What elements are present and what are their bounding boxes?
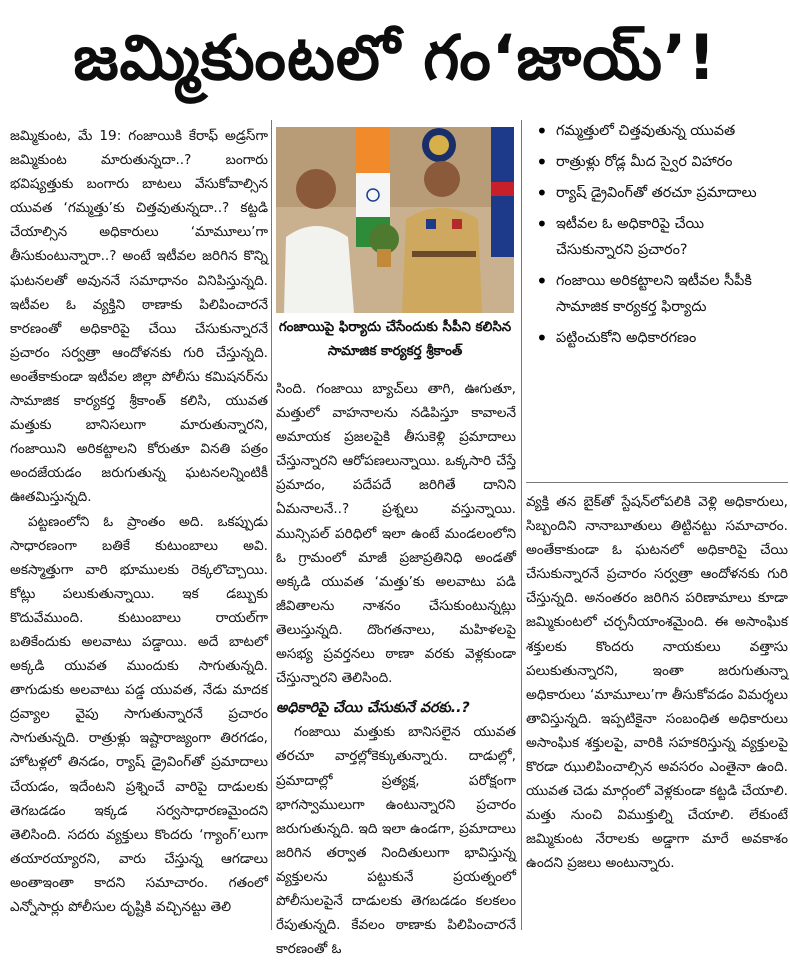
highlights-box <box>536 118 784 356</box>
highlight-item: • గమ్మత్తులో చిత్తవుతున్న యువత <box>536 119 736 143</box>
bullet-icon: • <box>536 181 548 205</box>
highlights-box-bottom <box>526 482 788 483</box>
bullet-icon: • <box>536 326 548 350</box>
article-paragraph: జమ్మికుంట, మే 19: గంజాయికి కేరాఫ్ అడ్రస్‌గా జమ్మికుంట మారుతున్నదా..? బంగారు భవిష్యత్తుకు బంగారు బాటలు వేసుకోవాల్సిన యువత ‘గమ్మత్తు’కు చిత్తవుతున్నదా..? కట్టడి చేయాల్సిన అధికారులు ‘మామూలు’గా తీసుకుంటున్నారా..? అంటే ఇటీవల జరిగిన కొన్ని ఘటనలతో అవుననే సమాధానం వినిపిస్తున్నది. ఇటీవల ఓ వ్యక్తిని ఠాణాకు పిలిపించారనే కారణంతో అధికారిపై చేయి చేసుకున్నారనే ప్రచారం సర్వత్రా ఆందోళనకు గురి చేస్తున్నది. అంతేకాకుండా ఇటీవల జిల్లా పోలీసు కమిషనర్‌ను సామాజిక కార్యకర్త శ్రీకాంత్ కలిసి, యువత మత్తుకు బానిసలుగా మారుతున్నారని, గంజాయిని అరికట్టాలని కోరుతూ వినతి పత్రం అందజేయడం జరుగుతున్న ఘటనలన్నింటికీ ఊతమిస్తున్నది. <box>10 128 268 506</box>
highlight-item: • రాత్రుళ్లు రోడ్ల మీద స్వైర విహారం <box>536 150 733 174</box>
column-rule-left <box>271 120 272 930</box>
column-rule-right <box>521 120 522 930</box>
bullet-icon: • <box>536 119 548 143</box>
bullet-icon: • <box>536 150 548 174</box>
article-subhead: అధికారిపై చేయి చేసుకునే వరకు..? <box>276 700 470 717</box>
headline: జమ్మికుంటలో గం‘జాయ్’! <box>73 21 717 94</box>
photo-illustration <box>276 127 514 313</box>
bullet-icon: • <box>536 269 548 293</box>
article-paragraph: గంజాయి మత్తుకు బానిసలైన యువత తరచూ వార్తల్లోకెక్కుతున్నారు. దాడుల్లో, ప్రమాదాల్లో ప్రత్యక్ష, పరోక్షంగా భాగస్వాములుగా ఉంటున్నారని ప్రచారం జరుగుతున్నది. ఇది ఇలా ఉండగా, ప్రమాదాలు జరిగిన తర్వాత నిందితులుగా భావిస్తున్న వ్యక్తులను పట్టుకునే ప్రయత్నంలో పోలీసులపైనే దాడులకు తెగబడడం కలకలం రేపుతున్నది. కేవలం ఠాణాకు పిలిపించారనే కారణంతో ఓ <box>276 724 516 958</box>
highlight-item: • గంజాయి అరికట్టాలని ఇటీవల సీపీకి సామాజిక కార్యకర్త ఫిర్యాదు <box>536 269 752 315</box>
highlight-item: • ర్యాష్ డ్రైవింగ్‌తో తరచూ ప్రమాదాలు <box>536 181 757 205</box>
highlight-item: • పట్టించుకోని అధికారగణం <box>536 326 697 350</box>
article-column-3 <box>526 490 788 876</box>
article-column-1 <box>10 124 268 919</box>
article-paragraph: సింది. గంజాయి బ్యాచ్‌లు తాగి, ఊగుతూ, మత్తులో వాహనాలను నడిపిస్తూ కావాలనే అమాయక ప్రజలపైకి తీసుకెళ్లి ప్రమాదాలు చేస్తున్నారని ఆరోపణలున్నాయి. ఒక్కసారి చేస్తే ప్రమాదం, పదేపదే జరిగితే దానిని ఏమనాలనే..? ప్రశ్నలు వస్తున్నాయి. మున్సిపల్ పరిధిలో ఇలా ఉంటే మండలంలోని ఓ గ్రామంలో మాజీ ప్రజాప్రతినిధి అండతో అక్కడి యువత ‘మత్తు’కు అలవాటు పడి జీవితాలను నాశనం చేసుకుంటున్నట్లు తెలుస్తున్నది. దొంగతనాలు, మహిళలపై అసభ్య ప్రవర్తనలు ఠాణా వరకు వెళ్లకుండా చేస్తున్నారని తెలిసింది. <box>276 381 516 687</box>
highlight-item: • ఇటీవల ఓ అధికారిపై చేయి చేసుకున్నారని ప్రచారం? <box>536 212 705 258</box>
bullet-icon: • <box>536 212 548 236</box>
news-photo <box>276 127 514 313</box>
article-paragraph: పట్టణంలోని ఓ ప్రాంతం అది. ఒకప్పుడు సాధారణంగా బతికే కుటుంబాలు అవి. అకస్మాత్తుగా వారి భూములకు రెక్కలొచ్చాయి. కోట్లు పలుకుతున్నాయి. ఇక డబ్బుకు కొదువేముంది. కుటుంబాలు రాయల్‌గా బతికేందుకు అలవాటు పడ్డాయి. అదే బాటలో అక్కడి యువత ముందుకు సాగుతున్నది. తాగుడుకు అలవాటు పడ్డ యువత, నేడు మాదక ద్రవ్యాల వైపు సాగుతున్నారనే ప్రచారం సాగుతున్నది. రాత్రుళ్లు ఇష్టారాజ్యంగా తిరగడం, హోటళ్లలో తినడం, ర్యాష్ డ్రైవింగ్‌తో ప్రమాదాలు చేయడం, ఇదేంటని ప్రశ్నించే వారిపై దాడులకు తెగబడడం ఇక్కడ సర్వసాధారణమైందని తెలిసింది. సదరు వ్యక్తులు కొందరు ‘గ్యాంగ్’లుగా తయారయ్యారని, వారు చేస్తున్న ఆగడాలు అంతాఇంతా కాదని సమాచారం. గతంలో ఎన్నోసార్లు పోలీసుల దృష్టికి వచ్చినట్టు తెలి <box>10 513 268 915</box>
photo-caption: గంజాయిపై ఫిర్యాదు చేసేందుకు సీపీని కలిసిన సామాజిక కార్యకర్త శ్రీకాంత్ <box>278 320 512 359</box>
article-column-2 <box>276 377 516 961</box>
article-paragraph: వ్యక్తి తన బైక్‌తో స్టేషన్‌లోపలికి వెళ్లి అధికారులు, సిబ్బందిని నానాబూతులు తిట్టినట్టు సమాచారం. అంతేకాకుండా ఓ ఘటనలో అధికారిపై చేయి చేసుకున్నారనే ప్రచారం సర్వత్రా ఆందోళనకు గురి చేస్తున్నది. అనంతరం జరిగిన పరిణామాలు కూడా జమ్మికుంటలో చర్చనీయాంశమైంది. ఈ అసాంఘిక శక్తులకు కొందరు నాయకులు వత్తాసు పలుకుతున్నారని, ఇంతా జరుగుతున్నా అధికారులు ‘మామూలు’గా తీసుకోవడం విమర్శలు తావిస్తున్నది. ఇప్పటికైనా సంబంధిత అధికారులు అసాంఘిక శక్తులపై, వారికి సహకరిస్తున్న వ్యక్తులపై కొరడా ఝులిపించాల్సిన అవసరం ఎంతైనా ఉంది. యువత చెడు మార్గంలో వెళ్లకుండా కట్టడి చేయాలి. మత్తు నుంచి విముక్తుల్ని చేయాలి. లేకుంటే జమ్మికుంట నేరాలకు అడ్డాగా మారే అవకాశం ఉందని ప్రజలు అంటున్నారు. <box>526 494 788 872</box>
